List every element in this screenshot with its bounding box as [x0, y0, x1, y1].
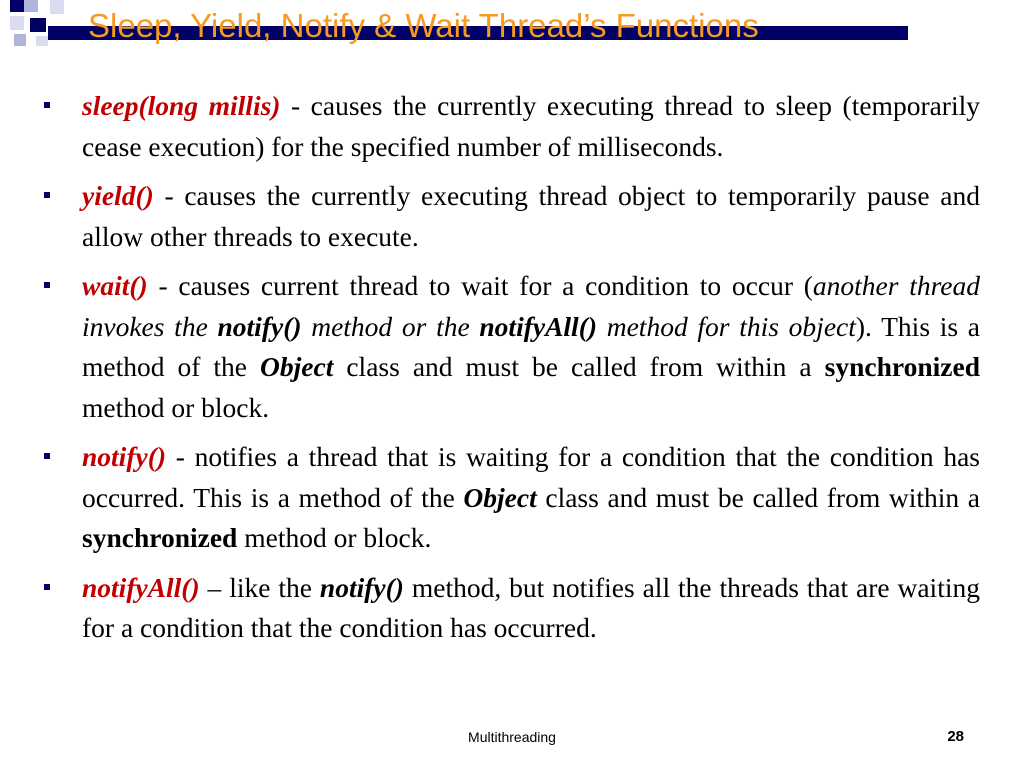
description-text: - causes current thread to wait for a condition to occur (: [147, 270, 813, 301]
decorative-square: [24, 0, 38, 12]
method-reference: notify(): [217, 310, 302, 342]
decorative-square: [14, 34, 26, 46]
keyword-text: synchronized: [82, 522, 238, 553]
bullet-icon: [44, 102, 50, 108]
bullet-icon: [44, 282, 50, 288]
description-text: ). This is a method of the: [82, 310, 980, 382]
decorative-square: [36, 36, 48, 46]
function-name: notify(): [82, 441, 167, 472]
decorative-square: [10, 0, 24, 12]
function-name: notifyAll(): [82, 571, 200, 603]
bullet-icon: [44, 192, 50, 198]
description-text: class and must be called from within a: [333, 351, 825, 382]
decorative-square: [10, 16, 24, 30]
list-item-wait: [40, 266, 980, 428]
class-reference: Object: [260, 351, 334, 382]
bullet-list: [40, 86, 980, 658]
description-text: - causes the currently executing thread object to temporarily pause and allow other threads to execute.: [82, 180, 980, 252]
slide-title: Sleep, Yield, Notify & Wait Thread’s Functions: [88, 7, 759, 44]
method-reference: notifyAll(): [479, 310, 598, 342]
method-reference: notify(): [319, 571, 404, 603]
bullet-icon: [44, 584, 50, 590]
class-reference: Object: [463, 481, 537, 513]
description-text: - causes the currently executing thread to sleep (temporarily cease execution) for the specified number of milliseconds.: [82, 90, 980, 162]
description-text: class and must be called from within a: [536, 481, 980, 513]
list-item-yield: [40, 176, 980, 257]
footer-text: Multithreading: [468, 729, 556, 745]
function-name: wait(): [82, 270, 148, 301]
function-name: yield(): [82, 180, 154, 211]
decorative-square: [50, 0, 64, 14]
list-item-sleep: [40, 86, 980, 167]
description-text: – like the: [199, 571, 320, 603]
description-text: method or block.: [237, 522, 432, 553]
italic-text: method or the: [301, 310, 480, 342]
keyword-text: synchronized: [824, 351, 980, 382]
function-name: sleep(long millis): [82, 90, 281, 121]
page-number: 28: [947, 728, 964, 745]
bullet-icon: [44, 453, 50, 459]
description-text: method or block.: [82, 391, 270, 423]
list-item-notify: [40, 437, 980, 559]
italic-text: another thread invokes the: [82, 270, 980, 342]
description-text: - notifies a thread that is waiting for a condition that the condition has occurred. This is a method of the: [82, 441, 980, 513]
decorative-square: [38, 0, 50, 12]
italic-text: method for this object: [597, 310, 856, 342]
decorative-square: [30, 18, 46, 32]
list-item-notifyall: [40, 568, 980, 649]
description-text: method, but notifies all the threads that are waiting for a condition that the condition has occurred.: [82, 571, 980, 643]
